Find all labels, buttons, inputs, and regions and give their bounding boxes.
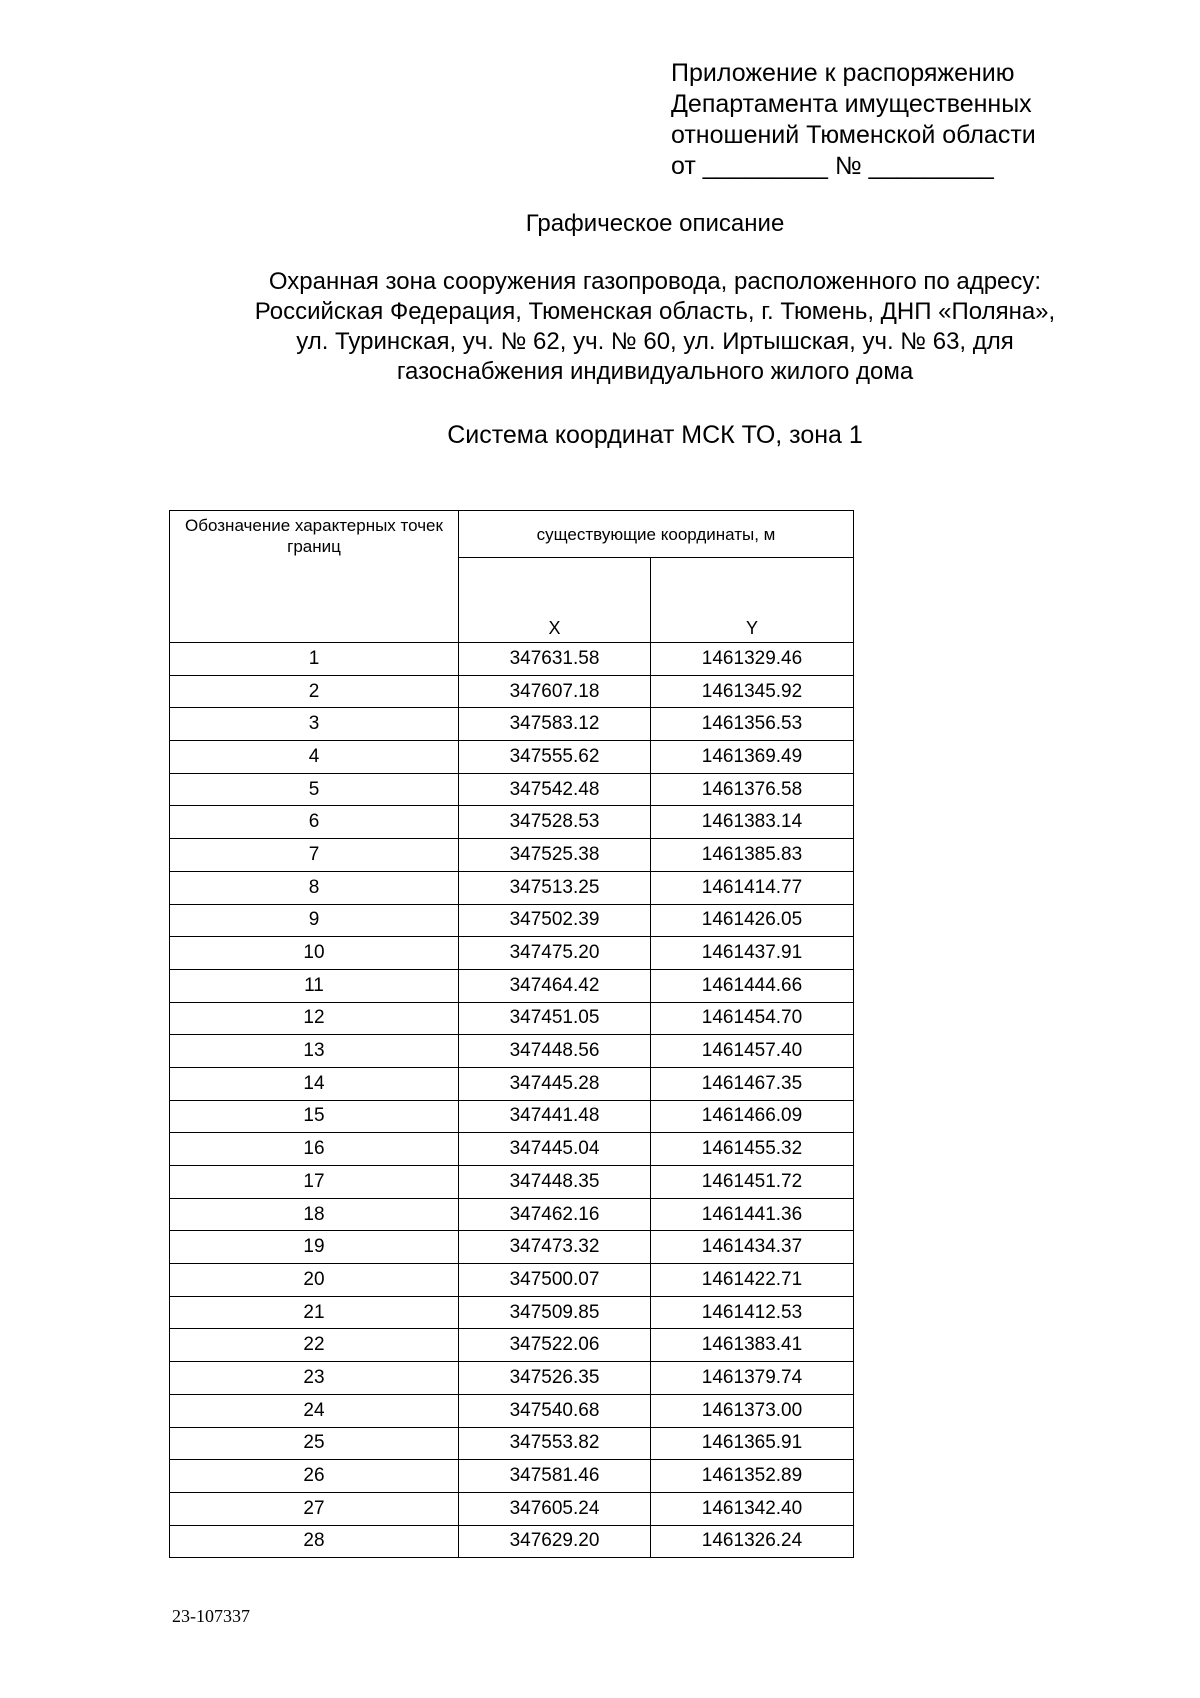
table-row <box>170 1264 854 1297</box>
coordinate-system: Система координат МСК ТО, зона 1 <box>447 421 863 449</box>
x-coordinate-cell: 347526.35 <box>459 1362 651 1395</box>
point-number-cell: 21 <box>170 1296 459 1329</box>
point-number-cell: 9 <box>170 904 459 937</box>
y-coordinate-cell: 1461365.91 <box>651 1427 854 1460</box>
object-description-line: ул. Туринская, уч. № 62, уч. № 60, ул. Иртышская, уч. № 63, для <box>296 328 1014 355</box>
x-coordinate-cell: 347451.05 <box>459 1002 651 1035</box>
table-row <box>170 1231 854 1264</box>
object-description-line: газоснабжения индивидуального жилого дома <box>396 358 914 385</box>
point-number-cell: 25 <box>170 1427 459 1460</box>
object-description-line: Охранная зона сооружения газопровода, расположенного по адресу: <box>268 268 1042 295</box>
table-row <box>170 969 854 1002</box>
x-coordinate-cell: 347631.58 <box>459 643 651 676</box>
table-row <box>170 1394 854 1427</box>
table-row <box>170 937 854 970</box>
x-coordinate-cell: 347445.04 <box>459 1133 651 1166</box>
header-y-label: Y <box>745 618 758 638</box>
table-row <box>170 1525 854 1558</box>
x-coordinate-cell: 347553.82 <box>459 1427 651 1460</box>
table-row <box>170 1002 854 1035</box>
y-coordinate-cell: 1461457.40 <box>651 1035 854 1068</box>
point-number-cell: 23 <box>170 1362 459 1395</box>
y-coordinate-cell: 1461437.91 <box>651 937 854 970</box>
y-coordinate-cell: 1461451.72 <box>651 1166 854 1199</box>
y-coordinate-cell: 1461326.24 <box>651 1525 854 1558</box>
point-number-cell: 18 <box>170 1198 459 1231</box>
y-coordinate-cell: 1461352.89 <box>651 1460 854 1493</box>
table-row <box>170 1329 854 1362</box>
x-coordinate-cell: 347513.25 <box>459 871 651 904</box>
document-number: 23-107337 <box>172 1606 250 1626</box>
object-description-line: Российская Федерация, Тюменская область, г. Тюмень, ДНП «Поляна», <box>254 298 1056 325</box>
document-title: Графическое описание <box>525 210 785 237</box>
table-row <box>170 1035 854 1068</box>
y-coordinate-cell: 1461455.32 <box>651 1133 854 1166</box>
point-number-cell: 10 <box>170 937 459 970</box>
y-coordinate-cell: 1461414.77 <box>651 871 854 904</box>
point-number-cell: 24 <box>170 1394 459 1427</box>
y-coordinate-cell: 1461329.46 <box>651 643 854 676</box>
y-coordinate-cell: 1461454.70 <box>651 1002 854 1035</box>
y-coordinate-cell: 1461369.49 <box>651 741 854 774</box>
appendix-date-number-line: от _________ № _________ <box>671 152 994 180</box>
table-row <box>170 806 854 839</box>
x-coordinate-cell: 347583.12 <box>459 708 651 741</box>
coordinates-table-body <box>170 643 854 1558</box>
table-row <box>170 1296 854 1329</box>
header-x <box>459 558 651 643</box>
table-row <box>170 1362 854 1395</box>
point-number-cell: 28 <box>170 1525 459 1558</box>
appendix-line: Департамента имущественных <box>671 90 1032 118</box>
header-y <box>651 558 854 643</box>
x-coordinate-cell: 347500.07 <box>459 1264 651 1297</box>
point-number-cell: 1 <box>170 643 459 676</box>
table-row <box>170 773 854 806</box>
x-coordinate-cell: 347528.53 <box>459 806 651 839</box>
x-coordinate-cell: 347475.20 <box>459 937 651 970</box>
x-coordinate-cell: 347464.42 <box>459 969 651 1002</box>
table-row <box>170 1133 854 1166</box>
point-number-cell: 6 <box>170 806 459 839</box>
coordinates-table <box>169 510 854 1558</box>
point-number-cell: 13 <box>170 1035 459 1068</box>
x-coordinate-cell: 347522.06 <box>459 1329 651 1362</box>
y-coordinate-cell: 1461466.09 <box>651 1100 854 1133</box>
x-coordinate-cell: 347509.85 <box>459 1296 651 1329</box>
point-number-cell: 12 <box>170 1002 459 1035</box>
point-number-cell: 17 <box>170 1166 459 1199</box>
x-coordinate-cell: 347629.20 <box>459 1525 651 1558</box>
table-row <box>170 1198 854 1231</box>
x-coordinate-cell: 347605.24 <box>459 1492 651 1525</box>
point-number-cell: 16 <box>170 1133 459 1166</box>
y-coordinate-cell: 1461356.53 <box>651 708 854 741</box>
x-coordinate-cell: 347555.62 <box>459 741 651 774</box>
x-coordinate-cell: 347540.68 <box>459 1394 651 1427</box>
x-coordinate-cell: 347607.18 <box>459 675 651 708</box>
x-coordinate-cell: 347581.46 <box>459 1460 651 1493</box>
point-number-cell: 3 <box>170 708 459 741</box>
x-coordinate-cell: 347462.16 <box>459 1198 651 1231</box>
table-row <box>170 708 854 741</box>
table-row <box>170 871 854 904</box>
y-coordinate-cell: 1461434.37 <box>651 1231 854 1264</box>
table-row <box>170 1100 854 1133</box>
header-points: Обозначение характерных точек границ <box>170 511 459 643</box>
point-number-cell: 2 <box>170 675 459 708</box>
header-x-label: X <box>548 618 561 638</box>
appendix-note <box>671 58 1036 182</box>
y-coordinate-cell: 1461342.40 <box>651 1492 854 1525</box>
x-coordinate-cell: 347473.32 <box>459 1231 651 1264</box>
point-number-cell: 7 <box>170 839 459 872</box>
y-coordinate-cell: 1461426.05 <box>651 904 854 937</box>
table-row <box>170 1166 854 1199</box>
x-coordinate-cell: 347542.48 <box>459 773 651 806</box>
point-number-cell: 15 <box>170 1100 459 1133</box>
table-row <box>170 839 854 872</box>
y-coordinate-cell: 1461412.53 <box>651 1296 854 1329</box>
x-coordinate-cell: 347502.39 <box>459 904 651 937</box>
point-number-cell: 8 <box>170 871 459 904</box>
object-description <box>0 267 1200 387</box>
y-coordinate-cell: 1461383.14 <box>651 806 854 839</box>
y-coordinate-cell: 1461376.58 <box>651 773 854 806</box>
x-coordinate-cell: 347448.56 <box>459 1035 651 1068</box>
y-coordinate-cell: 1461467.35 <box>651 1067 854 1100</box>
table-row <box>170 675 854 708</box>
y-coordinate-cell: 1461444.66 <box>651 969 854 1002</box>
table-row <box>170 643 854 676</box>
x-coordinate-cell: 347525.38 <box>459 839 651 872</box>
point-number-cell: 4 <box>170 741 459 774</box>
table-row <box>170 1492 854 1525</box>
point-number-cell: 19 <box>170 1231 459 1264</box>
table-row <box>170 1427 854 1460</box>
x-coordinate-cell: 347445.28 <box>459 1067 651 1100</box>
y-coordinate-cell: 1461422.71 <box>651 1264 854 1297</box>
appendix-line: Приложение к распоряжению <box>671 59 1015 87</box>
table-row <box>170 1067 854 1100</box>
point-number-cell: 27 <box>170 1492 459 1525</box>
table-row <box>170 741 854 774</box>
point-number-cell: 22 <box>170 1329 459 1362</box>
x-coordinate-cell: 347448.35 <box>459 1166 651 1199</box>
y-coordinate-cell: 1461441.36 <box>651 1198 854 1231</box>
y-coordinate-cell: 1461379.74 <box>651 1362 854 1395</box>
y-coordinate-cell: 1461373.00 <box>651 1394 854 1427</box>
x-coordinate-cell: 347441.48 <box>459 1100 651 1133</box>
point-number-cell: 20 <box>170 1264 459 1297</box>
point-number-cell: 14 <box>170 1067 459 1100</box>
header-coordinates: существующие координаты, м <box>459 511 854 558</box>
table-row <box>170 1460 854 1493</box>
appendix-line: отношений Тюменской области <box>671 121 1036 149</box>
point-number-cell: 5 <box>170 773 459 806</box>
table-row <box>170 904 854 937</box>
point-number-cell: 26 <box>170 1460 459 1493</box>
y-coordinate-cell: 1461383.41 <box>651 1329 854 1362</box>
y-coordinate-cell: 1461385.83 <box>651 839 854 872</box>
point-number-cell: 11 <box>170 969 459 1002</box>
y-coordinate-cell: 1461345.92 <box>651 675 854 708</box>
